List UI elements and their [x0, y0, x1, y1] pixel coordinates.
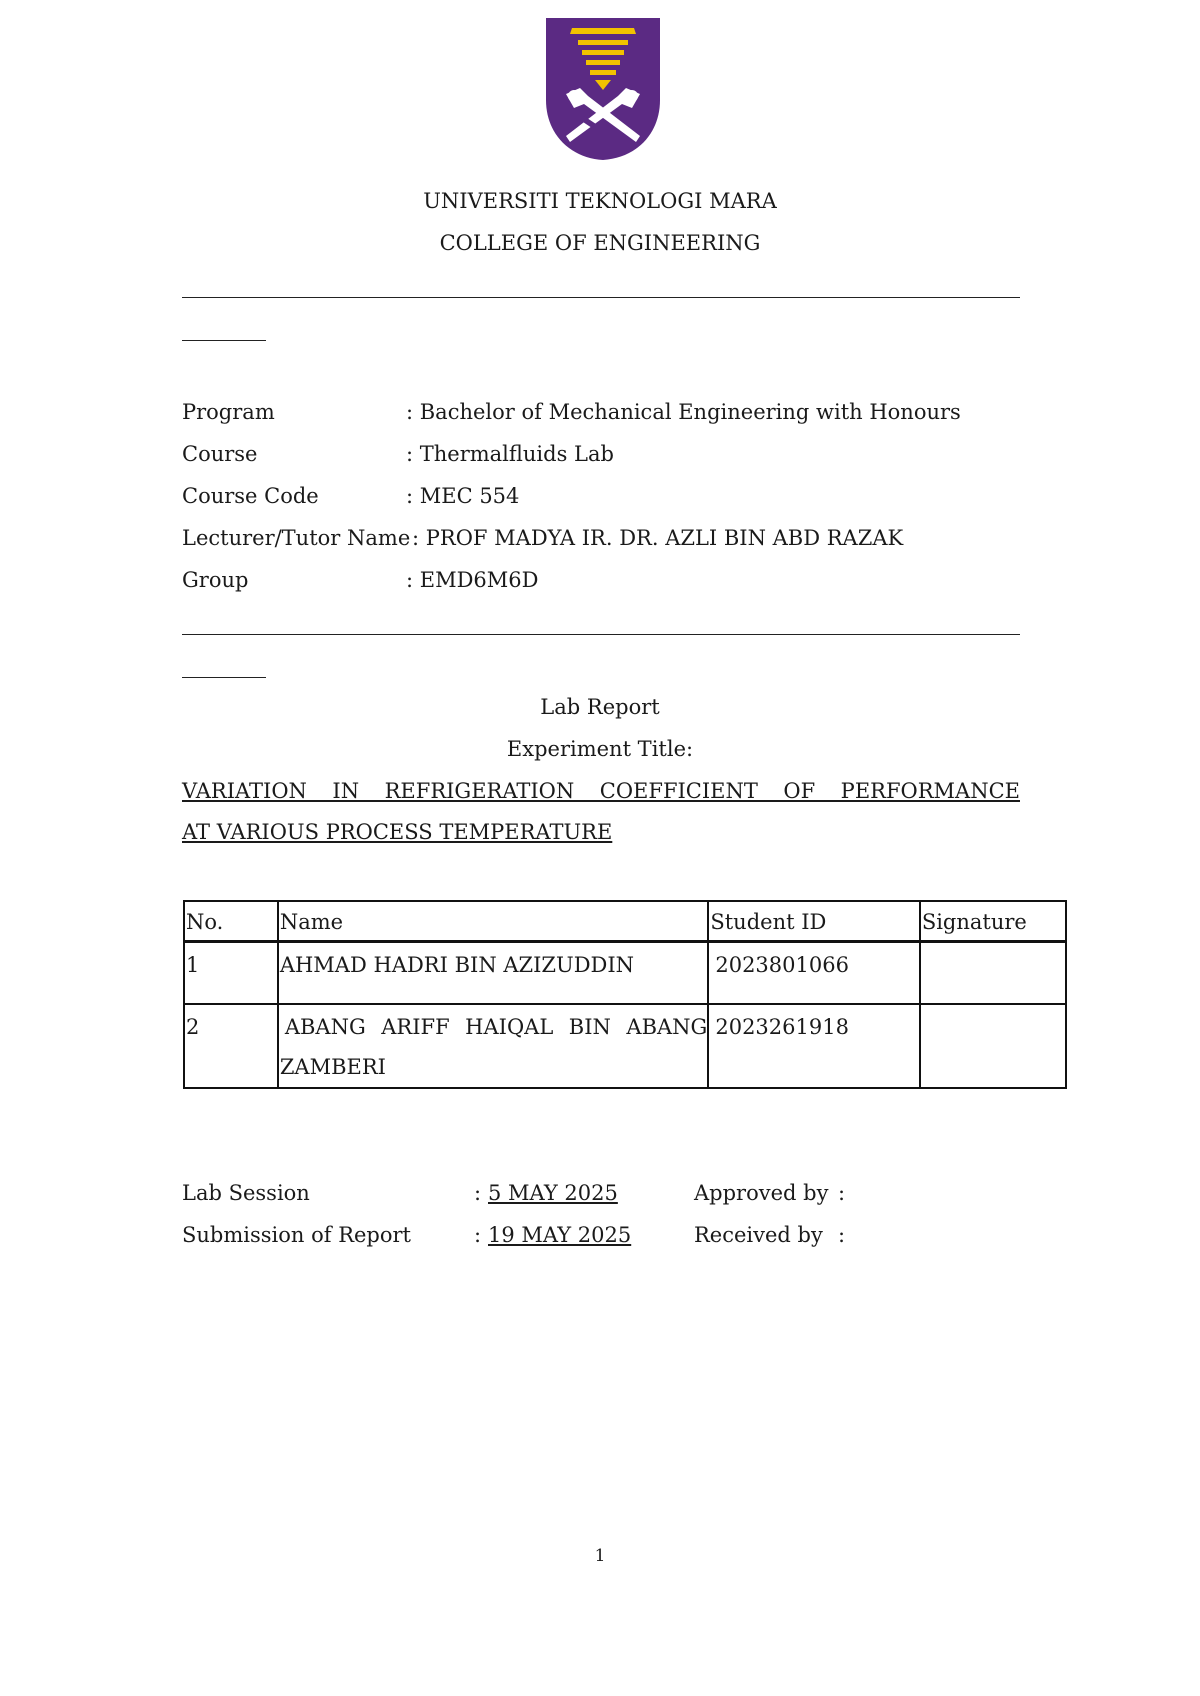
info-value: : MEC 554 — [406, 484, 520, 508]
report-type: Lab Report — [540, 695, 660, 719]
name-line-1: ABANG ARIFF HAIQAL BIN ABANG — [284, 1015, 708, 1039]
divider-line-short — [182, 340, 266, 341]
cell-name: AHMAD HADRI BIN AZIZUDDIN — [278, 942, 709, 1005]
info-label: Course — [182, 442, 258, 466]
cell-signature — [920, 1004, 1066, 1088]
divider-line-short — [182, 677, 266, 678]
received-by-label: Received by — [694, 1223, 823, 1247]
header-student-id: Student ID — [708, 901, 919, 942]
info-value: : Thermalfluids Lab — [406, 442, 614, 466]
name-wrap — [280, 1007, 708, 1087]
header-signature: Signature — [920, 901, 1066, 942]
uitm-crest-icon — [544, 16, 662, 162]
cell-student-id: 2023801066 — [708, 942, 919, 1005]
header-no: No. — [184, 901, 278, 942]
cell-no: 1 — [184, 942, 278, 1005]
table-row — [184, 1004, 1066, 1088]
cell-name — [278, 1004, 709, 1088]
submission-colon: : — [474, 1223, 482, 1247]
university-name: UNIVERSITI TEKNOLOGI MARA — [423, 189, 777, 213]
cell-student-id: 2023261918 — [708, 1004, 919, 1088]
info-label: Program — [182, 400, 275, 424]
experiment-title-line2: AT VARIOUS PROCESS TEMPERATURE — [182, 820, 613, 844]
college-name: COLLEGE OF ENGINEERING — [439, 231, 761, 255]
experiment-title-label: Experiment Title: — [506, 737, 694, 761]
info-label: Course Code — [182, 484, 319, 508]
table-header-row — [184, 901, 1066, 942]
members-table — [183, 900, 1067, 1089]
lab-session-colon: : — [474, 1181, 482, 1205]
info-label: Group — [182, 568, 249, 592]
name-line-2: ZAMBERI — [279, 1055, 386, 1079]
info-value: : Bachelor of Mechanical Engineering with Honours — [406, 400, 961, 424]
submission-label: Submission of Report — [182, 1223, 411, 1247]
info-value: : PROF MADYA IR. DR. AZLI BIN ABD RAZAK — [412, 526, 904, 550]
cell-no: 2 — [184, 1004, 278, 1088]
info-label: Lecturer/Tutor Name — [182, 526, 411, 550]
page-number: 1 — [594, 1546, 606, 1566]
experiment-title-line1: VARIATION IN REFRIGERATION COEFFICIENT OF PERFORMANCE — [182, 779, 1020, 803]
received-by-colon: : — [838, 1223, 846, 1247]
submission-value: 19 MAY 2025 — [488, 1223, 632, 1247]
divider-line — [182, 297, 1020, 298]
table-row — [184, 942, 1066, 1005]
approved-by-colon: : — [838, 1181, 846, 1205]
divider-line — [182, 634, 1020, 635]
info-value: : EMD6M6D — [406, 568, 539, 592]
approved-by-label: Approved by — [694, 1181, 829, 1205]
lab-session-label: Lab Session — [182, 1181, 310, 1205]
header-name: Name — [278, 901, 709, 942]
lab-session-value: 5 MAY 2025 — [488, 1181, 618, 1205]
cell-signature — [920, 942, 1066, 1005]
